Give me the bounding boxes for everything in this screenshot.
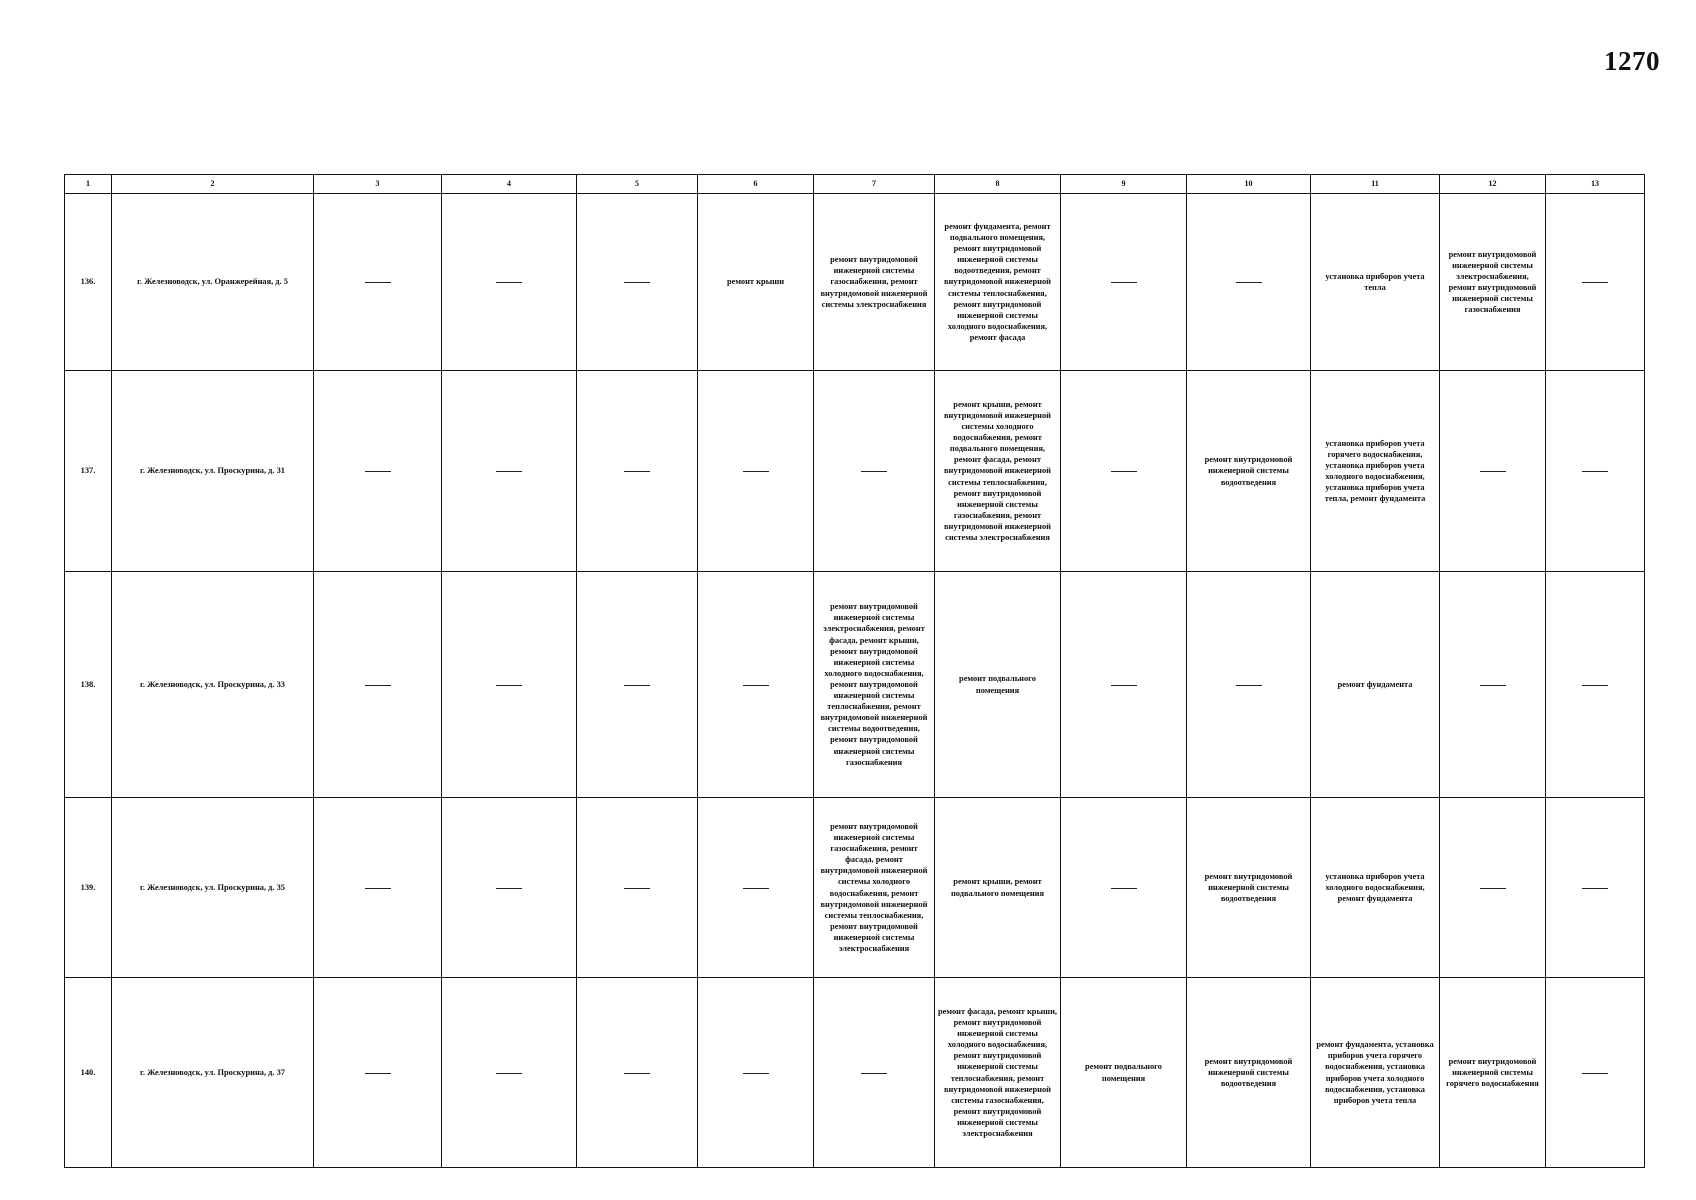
- repair-schedule-table: [64, 174, 1645, 1168]
- cell-col-6: [698, 978, 814, 1168]
- empty-dash: [861, 1073, 887, 1074]
- cell-col-10: ремонт внутридомовой инженерной системы водоотведения: [1187, 371, 1311, 572]
- row-address: г. Железноводск, ул. Проскурина, д. 33: [112, 572, 314, 798]
- empty-dash: [365, 888, 391, 889]
- cell-col-8: ремонт подвального помещения: [935, 572, 1061, 798]
- row-address: г. Железноводск, ул. Проскурина, д. 35: [112, 798, 314, 978]
- column-header-12: 12: [1440, 175, 1546, 194]
- empty-dash: [624, 685, 650, 686]
- cell-col-7: [814, 978, 935, 1168]
- row-address: г. Железноводск, ул. Проскурина, д. 37: [112, 978, 314, 1168]
- page-number: 1270: [1604, 46, 1660, 76]
- empty-dash: [1236, 685, 1262, 686]
- row-number: 137.: [65, 371, 112, 572]
- table-row: [65, 572, 1645, 798]
- cell-col-9: ремонт подвального помещения: [1061, 978, 1187, 1168]
- empty-dash: [1111, 888, 1137, 889]
- cell-col-10: [1187, 194, 1311, 371]
- empty-dash: [1582, 685, 1608, 686]
- cell-col-7: [814, 371, 935, 572]
- cell-col-5: [577, 798, 698, 978]
- cell-col-4: [442, 371, 577, 572]
- column-header-1: 1: [65, 175, 112, 194]
- empty-dash: [624, 282, 650, 283]
- row-address: г. Железноводск, ул. Оранжерейная, д. 5: [112, 194, 314, 371]
- cell-col-4: [442, 798, 577, 978]
- cell-col-11: установка приборов учета холодного водоснабжения, ремонт фундамента: [1311, 798, 1440, 978]
- cell-col-13: [1546, 572, 1645, 798]
- row-number: 139.: [65, 798, 112, 978]
- column-header-11: 11: [1311, 175, 1440, 194]
- empty-dash: [496, 282, 522, 283]
- cell-col-8: ремонт фундамента, ремонт подвального помещения, ремонт внутридомовой инженерной системы водоотведения, ремонт внутридомовой инженерной системы теплоснабжения, ремонт внутридомовой инженерной системы холодного водоснабжения, ремонт фасада: [935, 194, 1061, 371]
- column-header-3: 3: [314, 175, 442, 194]
- cell-col-8: ремонт крыши, ремонт внутридомовой инженерной системы холодного водоснабжения, ремонт подвального помещения, ремонт фасада, ремонт внутридомовой инженерной системы теплоснабжения, ремонт внутридомовой инженерной системы газоснабжения, ремонт внутридомовой инженерной системы электроснабжения: [935, 371, 1061, 572]
- empty-dash: [1111, 282, 1137, 283]
- cell-col-13: [1546, 798, 1645, 978]
- empty-dash: [365, 471, 391, 472]
- cell-col-8: ремонт крыши, ремонт подвального помещения: [935, 798, 1061, 978]
- column-header-5: 5: [577, 175, 698, 194]
- empty-dash: [1582, 1073, 1608, 1074]
- cell-col-3: [314, 978, 442, 1168]
- cell-col-7: ремонт внутридомовой инженерной системы газоснабжения, ремонт фасада, ремонт внутридомовой инженерной системы холодного водоснабжения, ремонт внутридомовой инженерной системы теплоснабжения, ремонт внутридомовой инженерной системы электроснабжения: [814, 798, 935, 978]
- cell-col-13: [1546, 194, 1645, 371]
- empty-dash: [1111, 471, 1137, 472]
- column-header-13: 13: [1546, 175, 1645, 194]
- table-body: [65, 194, 1645, 1168]
- cell-col-7: ремонт внутридомовой инженерной системы газоснабжения, ремонт внутридомовой инженерной системы электроснабжения: [814, 194, 935, 371]
- empty-dash: [743, 1073, 769, 1074]
- cell-col-11: установка приборов учета тепла: [1311, 194, 1440, 371]
- cell-col-9: [1061, 798, 1187, 978]
- cell-col-10: ремонт внутридомовой инженерной системы водоотведения: [1187, 978, 1311, 1168]
- cell-col-3: [314, 371, 442, 572]
- column-header-10: 10: [1187, 175, 1311, 194]
- table-row: [65, 194, 1645, 371]
- empty-dash: [743, 685, 769, 686]
- empty-dash: [365, 685, 391, 686]
- empty-dash: [496, 888, 522, 889]
- cell-col-9: [1061, 194, 1187, 371]
- table-row: [65, 798, 1645, 978]
- cell-col-12: ремонт внутридомовой инженерной системы электроснабжения, ремонт внутридомовой инженерной системы газоснабжения: [1440, 194, 1546, 371]
- cell-col-12: [1440, 572, 1546, 798]
- cell-col-6: [698, 798, 814, 978]
- cell-col-12: ремонт внутридомовой инженерной системы горячего водоснабжения: [1440, 978, 1546, 1168]
- cell-col-7: ремонт внутридомовой инженерной системы электроснабжения, ремонт фасада, ремонт крыши, ремонт внутридомовой инженерной системы холодного водоснабжения, ремонт внутридомовой инженерной системы теплоснабжения, ремонт внутридомовой инженерной системы водоотведения, ремонт внутридомовой инженерной системы газоснабжения: [814, 572, 935, 798]
- cell-col-11: ремонт фундамента: [1311, 572, 1440, 798]
- cell-col-4: [442, 978, 577, 1168]
- table-row: [65, 371, 1645, 572]
- empty-dash: [365, 1073, 391, 1074]
- cell-col-6: ремонт крыши: [698, 194, 814, 371]
- cell-col-13: [1546, 371, 1645, 572]
- cell-col-5: [577, 572, 698, 798]
- cell-col-3: [314, 798, 442, 978]
- cell-col-9: [1061, 371, 1187, 572]
- cell-col-4: [442, 194, 577, 371]
- column-header-9: 9: [1061, 175, 1187, 194]
- empty-dash: [861, 471, 887, 472]
- cell-col-12: [1440, 371, 1546, 572]
- column-header-2: 2: [112, 175, 314, 194]
- cell-col-4: [442, 572, 577, 798]
- column-header-7: 7: [814, 175, 935, 194]
- empty-dash: [496, 471, 522, 472]
- row-number: 136.: [65, 194, 112, 371]
- row-address: г. Железноводск, ул. Проскурина, д. 31: [112, 371, 314, 572]
- cell-col-11: установка приборов учета горячего водоснабжения, установка приборов учета холодного водоснабжения, установка приборов учета тепла, ремонт фундамента: [1311, 371, 1440, 572]
- column-header-4: 4: [442, 175, 577, 194]
- empty-dash: [1582, 888, 1608, 889]
- empty-dash: [743, 888, 769, 889]
- empty-dash: [1111, 685, 1137, 686]
- empty-dash: [496, 1073, 522, 1074]
- table-header: [65, 175, 1645, 194]
- cell-col-3: [314, 194, 442, 371]
- empty-dash: [624, 1073, 650, 1074]
- cell-col-10: [1187, 572, 1311, 798]
- empty-dash: [1480, 685, 1506, 686]
- cell-col-6: [698, 572, 814, 798]
- cell-col-5: [577, 978, 698, 1168]
- empty-dash: [1480, 471, 1506, 472]
- cell-col-10: ремонт внутридомовой инженерной системы водоотведения: [1187, 798, 1311, 978]
- cell-col-3: [314, 572, 442, 798]
- empty-dash: [1480, 888, 1506, 889]
- column-header-8: 8: [935, 175, 1061, 194]
- row-number: 138.: [65, 572, 112, 798]
- cell-col-8: ремонт фасада, ремонт крыши, ремонт внутридомовой инженерной системы холодного водоснабжения, ремонт внутридомовой инженерной системы теплоснабжения, ремонт внутридомовой инженерной системы газоснабжения, ремонт внутридомовой инженерной системы электроснабжения: [935, 978, 1061, 1168]
- header-row: [65, 175, 1645, 194]
- empty-dash: [624, 888, 650, 889]
- empty-dash: [496, 685, 522, 686]
- empty-dash: [624, 471, 650, 472]
- column-header-6: 6: [698, 175, 814, 194]
- row-number: 140.: [65, 978, 112, 1168]
- cell-col-5: [577, 194, 698, 371]
- cell-col-5: [577, 371, 698, 572]
- empty-dash: [1582, 282, 1608, 283]
- table-row: [65, 978, 1645, 1168]
- empty-dash: [365, 282, 391, 283]
- cell-col-6: [698, 371, 814, 572]
- cell-col-12: [1440, 798, 1546, 978]
- empty-dash: [1236, 282, 1262, 283]
- empty-dash: [743, 471, 769, 472]
- cell-col-9: [1061, 572, 1187, 798]
- cell-col-11: ремонт фундамента, установка приборов учета горячего водоснабжения, установка приборов учета холодного водоснабжения, установка приборов учета тепла: [1311, 978, 1440, 1168]
- empty-dash: [1582, 471, 1608, 472]
- cell-col-13: [1546, 978, 1645, 1168]
